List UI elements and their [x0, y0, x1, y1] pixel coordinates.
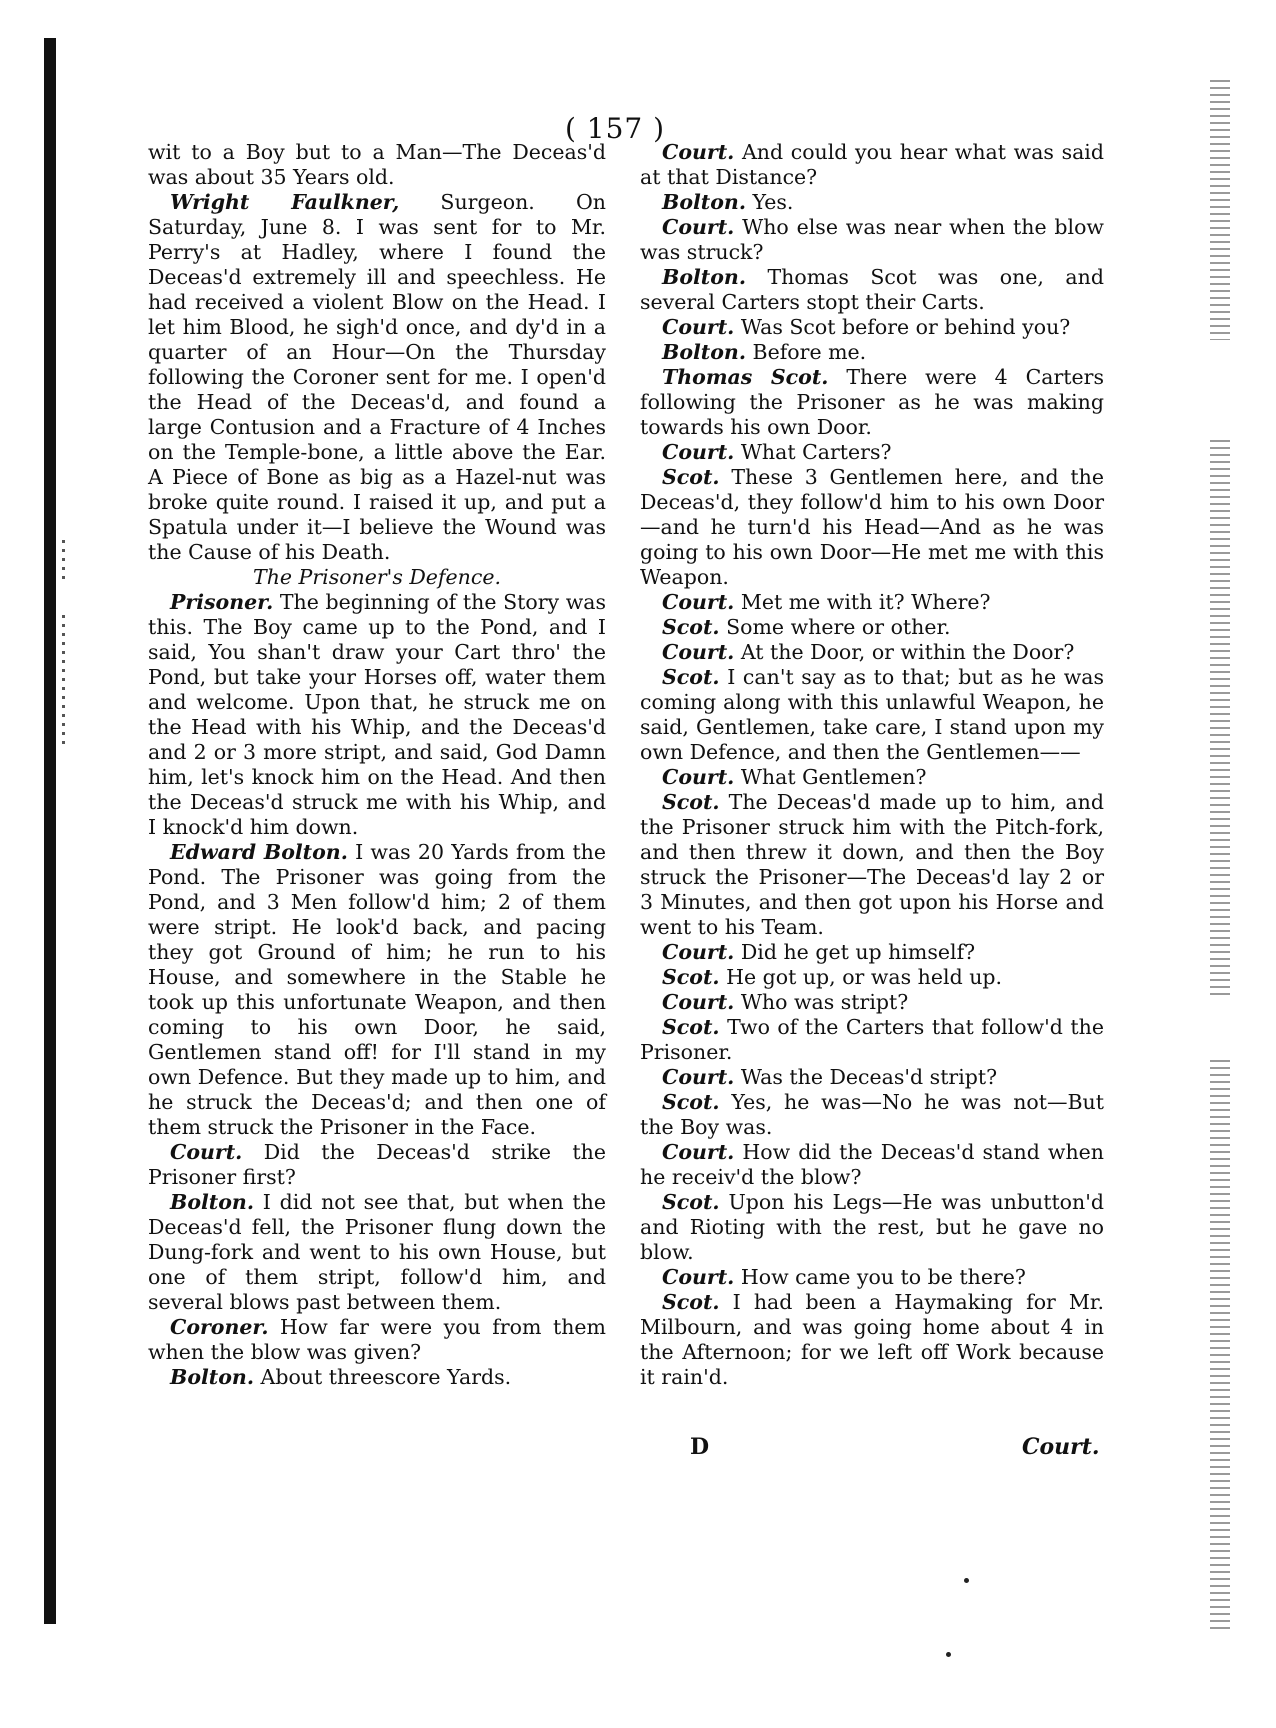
paragraph: Bolton. Thomas Scot was one, and several Carters stopt their Carts.	[640, 265, 1104, 314]
scan-dot	[946, 1652, 951, 1657]
paragraph: Court. And could you hear what was said at that Distance?	[640, 140, 1104, 189]
paragraph: Scot. He got up, or was held up.	[662, 965, 1003, 989]
signature-mark: D	[690, 1434, 710, 1460]
paragraph: Court. What Carters?	[662, 440, 892, 464]
paragraph: wit to a Boy but to a Man—The Deceas'd was about 35 Years old.	[148, 140, 606, 189]
paragraph: Wright Faulkner, Surgeon. On Saturday, June 8. I was sent for to Mr. Perry's at Hadley, where I found the Deceas'd extremely ill and speechless. He had received a violent Blow on the Head. I let him Blood, he sigh'd once, and dy'd in a quarter of an Hour—On the Thursday following the Coroner sent for me. I open'd the Head of the Deceas'd, and found a large Contusion and a Fracture of 4 Inches on the Temple-bone, a little above the Ear. A Piece of Bone as big as a Hazel-nut was broke quite round. I raised it up, and put a Spatula under it—I believe the Wound was the Cause of his Death.	[148, 190, 606, 564]
speaker-name: Scot.	[662, 1090, 720, 1114]
paragraph: Scot. Two of the Carters that follow'd the Prisoner.	[640, 1015, 1104, 1064]
speaker-name: Court.	[662, 1265, 735, 1289]
paragraph: Bolton. Before me.	[662, 340, 867, 364]
paragraph: Court. Did the Deceas'd strike the Prisoner first?	[148, 1140, 606, 1189]
speaker-name: Court.	[662, 940, 735, 964]
paragraph: Edward Bolton. I was 20 Yards from the Pond. The Prisoner was going from the Pond, and 3 Men follow'd him; 2 of them were stript. He look'd back, and pacing they got Ground of him; he run to his House, and somewhere in the Stable he took up this unfortunate Weapon, and then coming to his own Door, he said, Gentlemen stand off! for I'll stand in my own Defence. But they made up to him, and he struck the Deceas'd; and then one of them struck the Prisoner in the Face.	[148, 840, 606, 1139]
speaker-name: Scot.	[662, 790, 720, 814]
speaker-name: Scot.	[662, 665, 720, 689]
paragraph: Prisoner. The beginning of the Story was this. The Boy came up to the Pond, and I said, You shan't draw your Cart thro' the Pond, but take your Horses off, water them and welcome. Upon that, he struck me on the Head with his Whip, and the Deceas'd and 2 or 3 more stript, and said, God Damn him, let's knock him on the Head. And then the Deceas'd struck me with his Whip, and I knock'd him down.	[148, 590, 606, 839]
paragraph: Bolton. Yes.	[662, 190, 794, 214]
paragraph: Coroner. How far were you from them when the blow was given?	[148, 1315, 606, 1364]
speaker-name: Court.	[662, 1140, 735, 1164]
scan-edge-noise	[1210, 1060, 1230, 1630]
paragraph: Court. What Gentlemen?	[662, 765, 927, 789]
paragraph: Court. Was the Deceas'd stript?	[662, 1065, 998, 1089]
speaker-name: Scot.	[662, 1290, 720, 1314]
paragraph: Court. Met me with it? Where?	[662, 590, 991, 614]
speaker-name: Prisoner.	[170, 590, 274, 614]
speaker-name: Scot.	[662, 1190, 720, 1214]
paragraph: Scot. Upon his Legs—He was unbutton'd and Rioting with the rest, but he gave no blow.	[640, 1190, 1104, 1264]
page-number: ( 157 )	[564, 112, 666, 145]
paragraph: Court. Who was stript?	[662, 990, 909, 1014]
scan-specks	[62, 615, 65, 745]
binding-edge-shadow	[44, 38, 56, 1624]
speaker-name: Court.	[662, 1065, 735, 1089]
speaker-name: Bolton.	[662, 265, 746, 289]
right-column	[640, 140, 1104, 1390]
paragraph: Court. Did he get up himself?	[662, 940, 976, 964]
paragraph: Scot. The Deceas'd made up to him, and the Prisoner struck him with the Pitch-fork, and then threw it down, and then the Boy struck the Prisoner—The Deceas'd lay 2 or 3 Minutes, and then got upon his Horse and went to his Team.	[640, 790, 1104, 939]
paragraph: Scot. I can't say as to that; but as he was coming along with this unlawful Weapon, he said, Gentlemen, take care, I stand upon my own Defence, and then the Gentlemen——	[640, 665, 1104, 764]
speaker-name: Scot.	[662, 965, 720, 989]
speaker-name: Court.	[662, 215, 735, 239]
speaker-name: Court.	[662, 990, 735, 1014]
speaker-name: Court.	[662, 765, 735, 789]
paragraph: Bolton. About threescore Yards.	[170, 1365, 512, 1389]
speaker-name: Bolton.	[170, 1365, 254, 1389]
catchword: Court.	[1022, 1434, 1100, 1460]
paragraph: Scot. Some where or other.	[662, 615, 951, 639]
speaker-name: Court.	[662, 590, 735, 614]
scan-specks	[62, 540, 65, 580]
speaker-name: Bolton.	[662, 340, 746, 364]
speaker-name: Bolton.	[170, 1190, 254, 1214]
speaker-name: Edward Bolton.	[170, 840, 348, 864]
speaker-name: Scot.	[662, 615, 720, 639]
speaker-name: Scot.	[662, 465, 720, 489]
scan-edge-noise	[1210, 80, 1230, 340]
paragraph: Court. Was Scot before or behind you?	[662, 315, 1071, 339]
speaker-name: Wright Faulkner,	[170, 190, 400, 214]
paragraph: Court. Who else was near when the blow was struck?	[640, 215, 1104, 264]
speaker-name: Coroner.	[170, 1315, 269, 1339]
paragraph: Court. At the Door, or within the Door?	[662, 640, 1075, 664]
section-heading: The Prisoner's Defence.	[253, 565, 501, 589]
speaker-name: Court.	[662, 315, 735, 339]
paragraph: Bolton. I did not see that, but when the Deceas'd fell, the Prisoner flung down the Dung-fork and went to his own House, but one of them stript, follow'd him, and several blows past between them.	[148, 1190, 606, 1314]
paragraph: Court. How came you to be there?	[662, 1265, 1026, 1289]
speaker-name: Thomas Scot.	[662, 365, 829, 389]
speaker-name: Scot.	[662, 1015, 720, 1039]
paragraph: Scot. I had been a Haymaking for Mr. Milbourn, and was going home about 4 in the Afternoon; for we left off Work because it rain'd.	[640, 1290, 1104, 1389]
paragraph: Scot. These 3 Gentlemen here, and the Deceas'd, they follow'd him to his own Door—and he turn'd his Head—And as he was going to his own Door—He met me with this Weapon.	[640, 465, 1104, 589]
scan-dot	[964, 1578, 969, 1583]
speaker-name: Court.	[662, 640, 735, 664]
scan-edge-noise	[1210, 440, 1230, 1000]
paragraph: Scot. Yes, he was—No he was not—But the Boy was.	[640, 1090, 1104, 1139]
left-column	[148, 140, 606, 1390]
speaker-name: Bolton.	[662, 190, 746, 214]
paragraph: Court. How did the Deceas'd stand when he receiv'd the blow?	[640, 1140, 1104, 1189]
speaker-name: Court.	[662, 440, 735, 464]
speaker-name: Court.	[170, 1140, 243, 1164]
paragraph: Thomas Scot. There were 4 Carters following the Prisoner as he was making towards his own Door.	[640, 365, 1104, 439]
speaker-name: Court.	[662, 140, 735, 164]
